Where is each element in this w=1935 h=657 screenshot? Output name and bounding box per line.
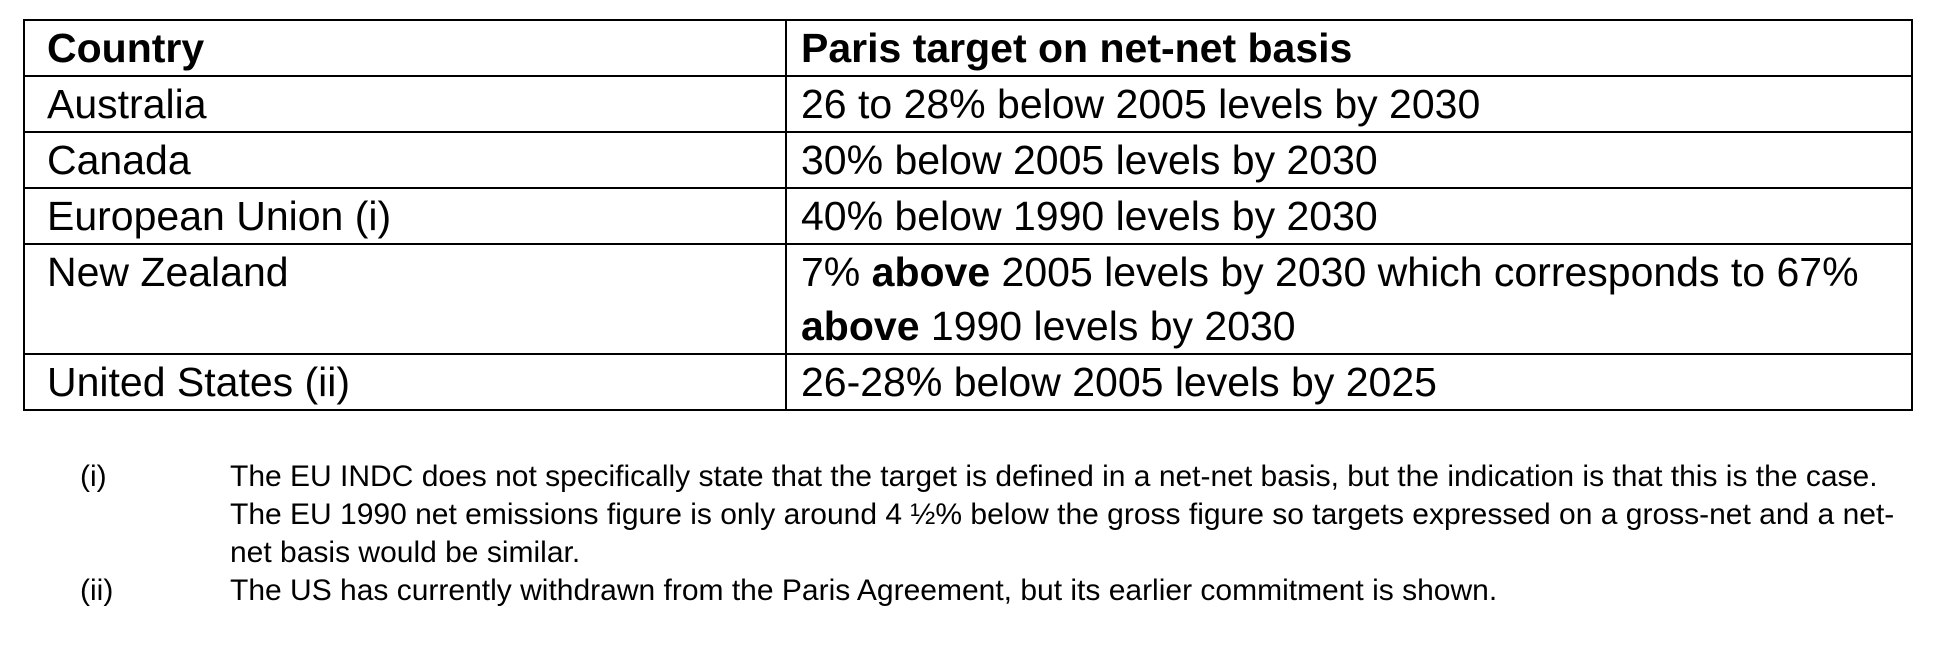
table-row [24,244,1912,354]
country-cell: Australia [24,76,786,132]
country-cell: New Zealand [24,244,786,354]
footnote-marker: (ii) [80,574,114,607]
country-cell: Canada [24,132,786,188]
target-cell: 26 to 28% below 2005 levels by 2030 [786,76,1912,132]
target-cell: 26-28% below 2005 levels by 2025 [786,354,1912,410]
target-text-part: 1990 levels by 2030 [919,303,1296,349]
header-target: Paris target on net-net basis [786,20,1912,76]
footnote-marker: (i) [80,460,107,493]
footnote-text: The US has currently withdrawn from the Paris Agreement, but its earlier commitment is shown. [230,574,1498,607]
table-row [24,188,1912,244]
target-cell: 40% below 1990 levels by 2030 [786,188,1912,244]
target-emphasis: above [871,249,991,295]
paris-targets-table [23,19,1913,411]
table-row [24,76,1912,132]
target-emphasis: above [801,303,920,349]
footnote [80,572,1920,610]
footnotes [80,458,1920,610]
country-cell: United States (ii) [24,354,786,410]
target-cell [786,244,1912,354]
target-cell: 30% below 2005 levels by 2030 [786,132,1912,188]
table-row [24,354,1912,410]
paris-targets-table-container [23,19,1911,411]
footnote-text: The EU INDC does not specifically state that the target is defined in a net-net basis, but the indication is that this is the case. The EU 1990 net emissions figure is only around 4 ½% below the gross figure so targets expressed on a gross-net and a net-net basis would be similar. [230,460,1895,569]
table-header-row [24,20,1912,76]
country-cell: European Union (i) [24,188,786,244]
footnote [80,458,1920,572]
target-text-part: 7% [801,249,872,295]
target-text-part: 2005 levels by 2030 which corresponds to 67% [990,249,1859,295]
header-country: Country [24,20,786,76]
table-row [24,132,1912,188]
